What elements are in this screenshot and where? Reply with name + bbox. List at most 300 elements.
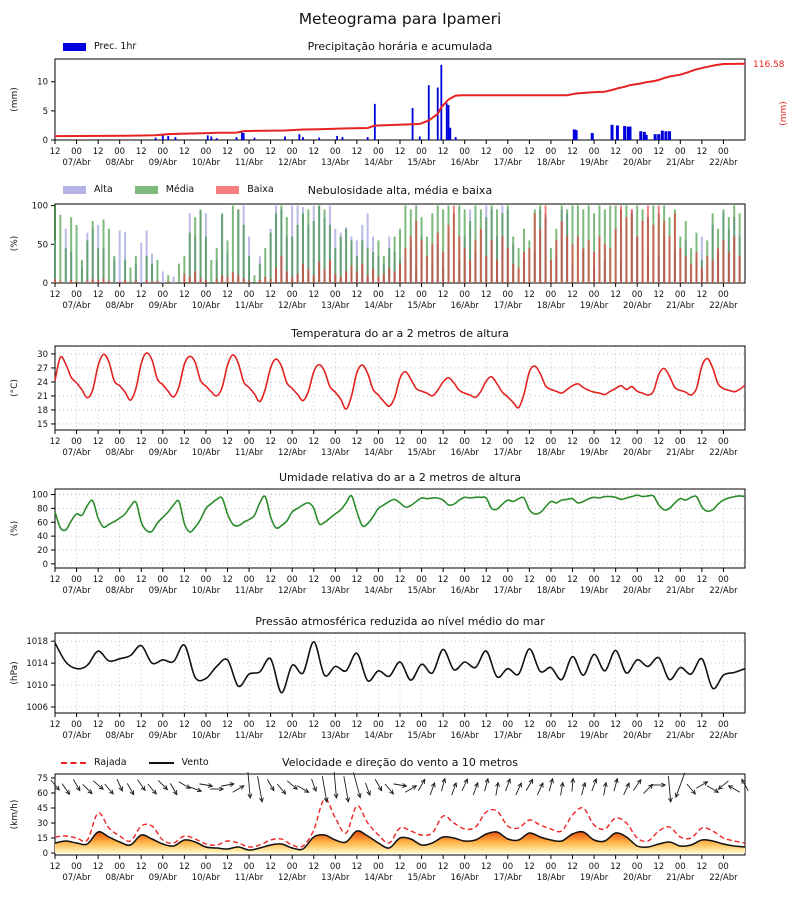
svg-text:12: 12 — [49, 147, 61, 157]
svg-text:07/Abr: 07/Abr — [62, 873, 91, 883]
precipitation-chart — [0, 59, 800, 173]
svg-text:20/Abr: 20/Abr — [622, 873, 652, 883]
svg-text:13/Abr: 13/Abr — [321, 731, 350, 741]
svg-text:50: 50 — [37, 240, 48, 251]
svg-text:21/Abr: 21/Abr — [666, 448, 695, 458]
svg-text:13/Abr: 13/Abr — [321, 586, 350, 596]
svg-text:12: 12 — [222, 437, 233, 447]
svg-text:08/Abr: 08/Abr — [105, 158, 134, 168]
precip-chart-title: Precipitação horária e acumulada — [307, 40, 493, 53]
page-title: Meteograma para Ipameri — [298, 10, 502, 28]
svg-text:00: 00 — [502, 720, 514, 730]
svg-text:12: 12 — [480, 575, 492, 585]
svg-text:19/Abr: 19/Abr — [579, 301, 609, 311]
svg-text:00: 00 — [545, 575, 557, 585]
svg-text:12: 12 — [308, 290, 320, 300]
svg-text:(%): (%) — [10, 235, 20, 252]
svg-text:12: 12 — [351, 720, 363, 730]
svg-text:12: 12 — [49, 575, 61, 585]
svg-text:00: 00 — [502, 290, 514, 300]
svg-text:12: 12 — [437, 147, 449, 157]
svg-text:17/Abr: 17/Abr — [493, 158, 523, 168]
svg-text:11/Abr: 11/Abr — [234, 586, 264, 596]
svg-text:12: 12 — [265, 147, 277, 157]
svg-text:1010: 1010 — [26, 681, 48, 692]
svg-text:00: 00 — [631, 147, 643, 157]
svg-text:00: 00 — [674, 147, 686, 157]
svg-text:0: 0 — [42, 136, 48, 146]
svg-text:00: 00 — [114, 437, 126, 447]
svg-text:14/Abr: 14/Abr — [364, 448, 393, 458]
svg-text:00: 00 — [329, 290, 341, 300]
svg-text:12: 12 — [523, 575, 535, 585]
svg-text:00: 00 — [286, 147, 298, 157]
svg-text:00: 00 — [329, 862, 341, 872]
svg-text:10/Abr: 10/Abr — [191, 586, 221, 596]
svg-text:00: 00 — [373, 290, 384, 300]
svg-text:00: 00 — [545, 147, 557, 157]
svg-text:12: 12 — [178, 147, 190, 157]
svg-text:15: 15 — [37, 834, 48, 844]
svg-text:09/Abr: 09/Abr — [148, 586, 178, 596]
svg-text:00: 00 — [200, 575, 212, 585]
svg-text:00: 00 — [631, 290, 643, 300]
svg-text:30: 30 — [37, 349, 48, 360]
svg-text:00: 00 — [674, 862, 686, 872]
svg-text:00: 00 — [373, 437, 384, 447]
svg-text:00: 00 — [329, 720, 341, 730]
cloudiness-chart — [0, 201, 800, 316]
svg-text:00: 00 — [588, 437, 600, 447]
svg-text:18/Abr: 18/Abr — [536, 586, 566, 596]
svg-text:00: 00 — [502, 437, 514, 447]
svg-text:12: 12 — [653, 720, 665, 730]
svg-text:00: 00 — [114, 290, 126, 300]
svg-text:07/Abr: 07/Abr — [62, 158, 91, 168]
svg-text:00: 00 — [329, 437, 341, 447]
svg-text:12: 12 — [523, 147, 535, 157]
svg-text:00: 00 — [674, 575, 686, 585]
svg-text:18: 18 — [37, 405, 48, 416]
svg-text:12: 12 — [265, 290, 277, 300]
svg-text:15/Abr: 15/Abr — [407, 158, 436, 168]
pressure-chart — [0, 633, 800, 746]
svg-text:12: 12 — [610, 720, 622, 730]
svg-text:12: 12 — [653, 575, 665, 585]
gust-legend-label: Rajada — [94, 757, 127, 768]
svg-text:12: 12 — [610, 147, 622, 157]
svg-text:12: 12 — [222, 147, 233, 157]
wind-chart — [0, 774, 800, 888]
svg-text:12: 12 — [265, 575, 277, 585]
svg-text:12: 12 — [351, 290, 363, 300]
svg-text:12/Abr: 12/Abr — [277, 301, 307, 311]
svg-text:00: 00 — [459, 290, 471, 300]
svg-text:07/Abr: 07/Abr — [62, 301, 91, 311]
svg-text:09/Abr: 09/Abr — [148, 448, 178, 458]
svg-text:21/Abr: 21/Abr — [666, 873, 695, 883]
svg-text:00: 00 — [502, 862, 514, 872]
svg-text:12/Abr: 12/Abr — [277, 158, 307, 168]
svg-text:09/Abr: 09/Abr — [148, 158, 178, 168]
svg-text:00: 00 — [71, 290, 82, 300]
svg-text:00: 00 — [416, 720, 427, 730]
svg-text:12: 12 — [653, 862, 665, 872]
svg-text:07/Abr: 07/Abr — [62, 448, 91, 458]
svg-text:14/Abr: 14/Abr — [364, 586, 393, 596]
svg-text:00: 00 — [502, 575, 514, 585]
svg-text:00: 00 — [157, 437, 169, 447]
svg-text:10/Abr: 10/Abr — [191, 873, 221, 883]
svg-text:12: 12 — [480, 147, 492, 157]
svg-text:12: 12 — [523, 437, 535, 447]
svg-text:00: 00 — [114, 720, 126, 730]
temperature-chart-title: Temperatura do ar a 2 metros de altura — [291, 327, 509, 340]
svg-text:11/Abr: 11/Abr — [234, 301, 264, 311]
svg-text:16/Abr: 16/Abr — [450, 301, 479, 311]
svg-text:18/Abr: 18/Abr — [536, 448, 566, 458]
svg-text:12: 12 — [394, 720, 406, 730]
svg-text:00: 00 — [200, 290, 212, 300]
svg-text:12: 12 — [178, 575, 190, 585]
svg-text:12: 12 — [222, 575, 233, 585]
svg-text:00: 00 — [71, 147, 82, 157]
svg-text:08/Abr: 08/Abr — [105, 586, 134, 596]
svg-text:22/Abr: 22/Abr — [709, 448, 738, 458]
svg-text:1018: 1018 — [26, 637, 48, 648]
svg-text:08/Abr: 08/Abr — [105, 731, 134, 741]
svg-text:10: 10 — [37, 77, 48, 88]
svg-text:22/Abr: 22/Abr — [709, 301, 738, 311]
svg-text:00: 00 — [286, 720, 298, 730]
svg-text:14/Abr: 14/Abr — [364, 301, 393, 311]
svg-text:00: 00 — [243, 575, 255, 585]
svg-text:00: 00 — [545, 290, 557, 300]
svg-text:11/Abr: 11/Abr — [234, 731, 264, 741]
svg-text:00: 00 — [545, 862, 557, 872]
svg-text:12: 12 — [437, 575, 449, 585]
svg-text:11/Abr: 11/Abr — [234, 448, 264, 458]
svg-text:12: 12 — [308, 720, 320, 730]
svg-text:10/Abr: 10/Abr — [191, 731, 221, 741]
svg-text:00: 00 — [71, 862, 82, 872]
svg-text:11/Abr: 11/Abr — [234, 158, 264, 168]
svg-text:45: 45 — [37, 804, 48, 814]
svg-text:12: 12 — [567, 720, 578, 730]
svg-text:00: 00 — [286, 575, 298, 585]
svg-text:0: 0 — [42, 559, 48, 570]
svg-text:12: 12 — [222, 862, 233, 872]
svg-text:00: 00 — [502, 147, 514, 157]
svg-text:20/Abr: 20/Abr — [622, 731, 652, 741]
svg-text:12: 12 — [437, 290, 449, 300]
svg-text:00: 00 — [459, 862, 471, 872]
svg-text:18/Abr: 18/Abr — [536, 873, 566, 883]
svg-text:00: 00 — [416, 147, 427, 157]
svg-text:00: 00 — [157, 575, 169, 585]
svg-text:00: 00 — [243, 147, 255, 157]
cloud-media-label: Média — [165, 184, 195, 195]
wind-legend-label: Vento — [181, 757, 209, 768]
svg-text:00: 00 — [588, 575, 600, 585]
svg-text:12: 12 — [610, 437, 622, 447]
svg-text:12: 12 — [696, 862, 708, 872]
svg-text:12: 12 — [49, 437, 61, 447]
svg-text:12: 12 — [135, 147, 147, 157]
cloud-alta-label: Alta — [94, 184, 113, 195]
svg-text:12: 12 — [394, 862, 406, 872]
svg-text:12: 12 — [92, 720, 104, 730]
svg-text:12: 12 — [178, 720, 190, 730]
svg-text:10/Abr: 10/Abr — [191, 158, 221, 168]
svg-text:20/Abr: 20/Abr — [622, 448, 652, 458]
svg-text:19/Abr: 19/Abr — [579, 448, 609, 458]
svg-text:22/Abr: 22/Abr — [709, 731, 738, 741]
svg-text:12: 12 — [523, 862, 535, 872]
svg-text:00: 00 — [286, 862, 298, 872]
svg-text:12: 12 — [49, 290, 61, 300]
svg-text:19/Abr: 19/Abr — [579, 586, 609, 596]
svg-text:80: 80 — [37, 504, 48, 515]
svg-text:00: 00 — [200, 437, 212, 447]
svg-text:12: 12 — [135, 720, 147, 730]
svg-text:20/Abr: 20/Abr — [622, 586, 652, 596]
svg-text:00: 00 — [718, 147, 729, 157]
svg-text:00: 00 — [200, 720, 212, 730]
svg-text:12/Abr: 12/Abr — [277, 586, 307, 596]
svg-text:00: 00 — [631, 437, 643, 447]
svg-text:00: 00 — [588, 720, 600, 730]
svg-text:12: 12 — [523, 290, 535, 300]
svg-text:12: 12 — [610, 862, 622, 872]
svg-text:20: 20 — [37, 545, 48, 556]
svg-text:00: 00 — [157, 862, 169, 872]
svg-text:19/Abr: 19/Abr — [579, 873, 609, 883]
svg-text:12: 12 — [178, 862, 190, 872]
svg-text:00: 00 — [674, 290, 686, 300]
svg-text:10/Abr: 10/Abr — [191, 448, 221, 458]
svg-text:00: 00 — [286, 437, 298, 447]
svg-text:18/Abr: 18/Abr — [536, 731, 566, 741]
svg-text:00: 00 — [329, 575, 341, 585]
svg-text:08/Abr: 08/Abr — [105, 873, 134, 883]
svg-text:00: 00 — [373, 720, 384, 730]
svg-text:00: 00 — [71, 575, 82, 585]
svg-text:16/Abr: 16/Abr — [450, 158, 479, 168]
svg-text:12: 12 — [567, 147, 578, 157]
svg-text:12: 12 — [394, 147, 406, 157]
svg-text:00: 00 — [545, 720, 557, 730]
svg-text:12: 12 — [696, 575, 708, 585]
svg-text:00: 00 — [157, 720, 169, 730]
svg-text:14/Abr: 14/Abr — [364, 158, 393, 168]
svg-text:19/Abr: 19/Abr — [579, 158, 609, 168]
svg-text:19/Abr: 19/Abr — [579, 731, 609, 741]
svg-text:00: 00 — [286, 290, 298, 300]
svg-text:00: 00 — [157, 290, 169, 300]
svg-text:1006: 1006 — [26, 702, 48, 713]
svg-text:17/Abr: 17/Abr — [493, 731, 523, 741]
svg-text:(km/h): (km/h) — [10, 799, 20, 830]
svg-text:15/Abr: 15/Abr — [407, 586, 436, 596]
svg-text:12: 12 — [696, 290, 708, 300]
svg-text:14/Abr: 14/Abr — [364, 873, 393, 883]
svg-text:12: 12 — [92, 437, 104, 447]
svg-text:09/Abr: 09/Abr — [148, 731, 178, 741]
svg-text:00: 00 — [718, 862, 729, 872]
svg-text:12: 12 — [653, 290, 665, 300]
svg-text:12: 12 — [351, 575, 363, 585]
svg-text:16/Abr: 16/Abr — [450, 586, 479, 596]
svg-text:0: 0 — [42, 279, 48, 289]
svg-text:09/Abr: 09/Abr — [148, 873, 178, 883]
svg-text:00: 00 — [674, 437, 686, 447]
svg-text:00: 00 — [157, 147, 169, 157]
svg-text:15/Abr: 15/Abr — [407, 448, 436, 458]
svg-text:00: 00 — [718, 575, 729, 585]
svg-text:12: 12 — [135, 575, 147, 585]
svg-text:22/Abr: 22/Abr — [709, 586, 738, 596]
temperature-chart — [0, 346, 800, 463]
svg-text:16/Abr: 16/Abr — [450, 731, 479, 741]
svg-text:12/Abr: 12/Abr — [277, 873, 307, 883]
cloud-chart-title: Nebulosidade alta, média e baixa — [307, 184, 493, 197]
svg-text:12: 12 — [610, 290, 622, 300]
svg-text:12: 12 — [49, 720, 61, 730]
svg-text:15: 15 — [37, 419, 48, 430]
svg-text:00: 00 — [631, 720, 643, 730]
svg-text:12: 12 — [308, 147, 320, 157]
svg-text:22/Abr: 22/Abr — [709, 873, 738, 883]
svg-text:15/Abr: 15/Abr — [407, 731, 436, 741]
svg-text:12: 12 — [567, 290, 578, 300]
svg-text:00: 00 — [71, 437, 82, 447]
svg-text:16/Abr: 16/Abr — [450, 448, 479, 458]
svg-text:00: 00 — [588, 290, 600, 300]
svg-text:00: 00 — [459, 147, 471, 157]
svg-text:00: 00 — [416, 862, 427, 872]
svg-text:22/Abr: 22/Abr — [709, 158, 738, 168]
svg-text:12: 12 — [351, 862, 363, 872]
svg-text:12: 12 — [178, 437, 190, 447]
svg-text:12: 12 — [135, 862, 147, 872]
svg-text:00: 00 — [631, 862, 643, 872]
svg-text:18/Abr: 18/Abr — [536, 301, 566, 311]
svg-text:13/Abr: 13/Abr — [321, 873, 350, 883]
svg-text:12: 12 — [394, 437, 406, 447]
svg-text:24: 24 — [37, 377, 48, 388]
svg-text:12: 12 — [265, 862, 277, 872]
svg-text:07/Abr: 07/Abr — [62, 586, 91, 596]
svg-text:00: 00 — [459, 437, 471, 447]
svg-text:40: 40 — [37, 532, 48, 543]
svg-text:21/Abr: 21/Abr — [666, 301, 695, 311]
humidity-chart-title: Umidade relativa do ar a 2 metros de altura — [278, 471, 522, 484]
svg-text:12: 12 — [135, 290, 147, 300]
svg-text:12: 12 — [696, 720, 708, 730]
svg-text:14/Abr: 14/Abr — [364, 731, 393, 741]
svg-text:12: 12 — [92, 290, 104, 300]
svg-text:11/Abr: 11/Abr — [234, 873, 264, 883]
svg-text:12: 12 — [265, 720, 277, 730]
svg-text:17/Abr: 17/Abr — [493, 873, 523, 883]
svg-text:08/Abr: 08/Abr — [105, 448, 134, 458]
svg-text:00: 00 — [200, 862, 212, 872]
svg-text:00: 00 — [416, 290, 427, 300]
svg-text:00: 00 — [71, 720, 82, 730]
svg-text:00: 00 — [459, 575, 471, 585]
svg-text:21: 21 — [37, 391, 48, 402]
svg-text:00: 00 — [114, 862, 126, 872]
svg-text:(hPa): (hPa) — [10, 661, 20, 685]
svg-text:0: 0 — [42, 849, 48, 859]
svg-text:00: 00 — [459, 720, 471, 730]
svg-text:12: 12 — [394, 290, 406, 300]
svg-text:10/Abr: 10/Abr — [191, 301, 221, 311]
svg-text:12: 12 — [437, 862, 449, 872]
svg-text:12: 12 — [92, 862, 104, 872]
svg-text:12/Abr: 12/Abr — [277, 731, 307, 741]
svg-text:12: 12 — [480, 437, 492, 447]
svg-text:12: 12 — [653, 147, 665, 157]
svg-text:00: 00 — [631, 575, 643, 585]
svg-text:09/Abr: 09/Abr — [148, 301, 178, 311]
svg-text:21/Abr: 21/Abr — [666, 158, 695, 168]
svg-text:12: 12 — [92, 575, 104, 585]
svg-text:13/Abr: 13/Abr — [321, 448, 350, 458]
svg-text:12: 12 — [92, 147, 104, 157]
svg-text:00: 00 — [545, 437, 557, 447]
svg-text:13/Abr: 13/Abr — [321, 158, 350, 168]
svg-text:00: 00 — [718, 290, 729, 300]
svg-text:12: 12 — [135, 437, 147, 447]
svg-text:60: 60 — [37, 789, 48, 799]
svg-text:17/Abr: 17/Abr — [493, 586, 523, 596]
svg-text:12: 12 — [308, 575, 320, 585]
svg-text:12: 12 — [610, 575, 622, 585]
svg-text:00: 00 — [416, 437, 427, 447]
svg-text:12: 12 — [480, 720, 492, 730]
svg-text:12: 12 — [351, 437, 363, 447]
svg-text:12: 12 — [480, 290, 492, 300]
svg-text:00: 00 — [200, 147, 212, 157]
svg-text:60: 60 — [37, 518, 48, 529]
svg-text:00: 00 — [373, 862, 384, 872]
svg-text:12: 12 — [437, 437, 449, 447]
svg-text:00: 00 — [114, 147, 126, 157]
svg-text:12: 12 — [308, 862, 320, 872]
svg-text:12: 12 — [567, 862, 578, 872]
svg-text:100: 100 — [31, 490, 48, 501]
svg-text:12: 12 — [567, 437, 578, 447]
svg-text:00: 00 — [674, 720, 686, 730]
svg-text:15/Abr: 15/Abr — [407, 873, 436, 883]
svg-text:27: 27 — [37, 363, 48, 374]
svg-text:07/Abr: 07/Abr — [62, 731, 91, 741]
svg-text:12: 12 — [696, 147, 708, 157]
svg-text:20/Abr: 20/Abr — [622, 158, 652, 168]
cloud-baixa-label: Baixa — [247, 184, 274, 195]
svg-text:00: 00 — [243, 720, 255, 730]
svg-text:15/Abr: 15/Abr — [407, 301, 436, 311]
svg-text:00: 00 — [243, 290, 255, 300]
svg-text:12: 12 — [394, 575, 406, 585]
svg-text:(mm): (mm) — [779, 101, 789, 126]
svg-text:21/Abr: 21/Abr — [666, 731, 695, 741]
svg-text:00: 00 — [588, 862, 600, 872]
wind-chart-title: Velocidade e direção do vento a 10 metros — [282, 756, 518, 769]
svg-text:12: 12 — [308, 437, 320, 447]
